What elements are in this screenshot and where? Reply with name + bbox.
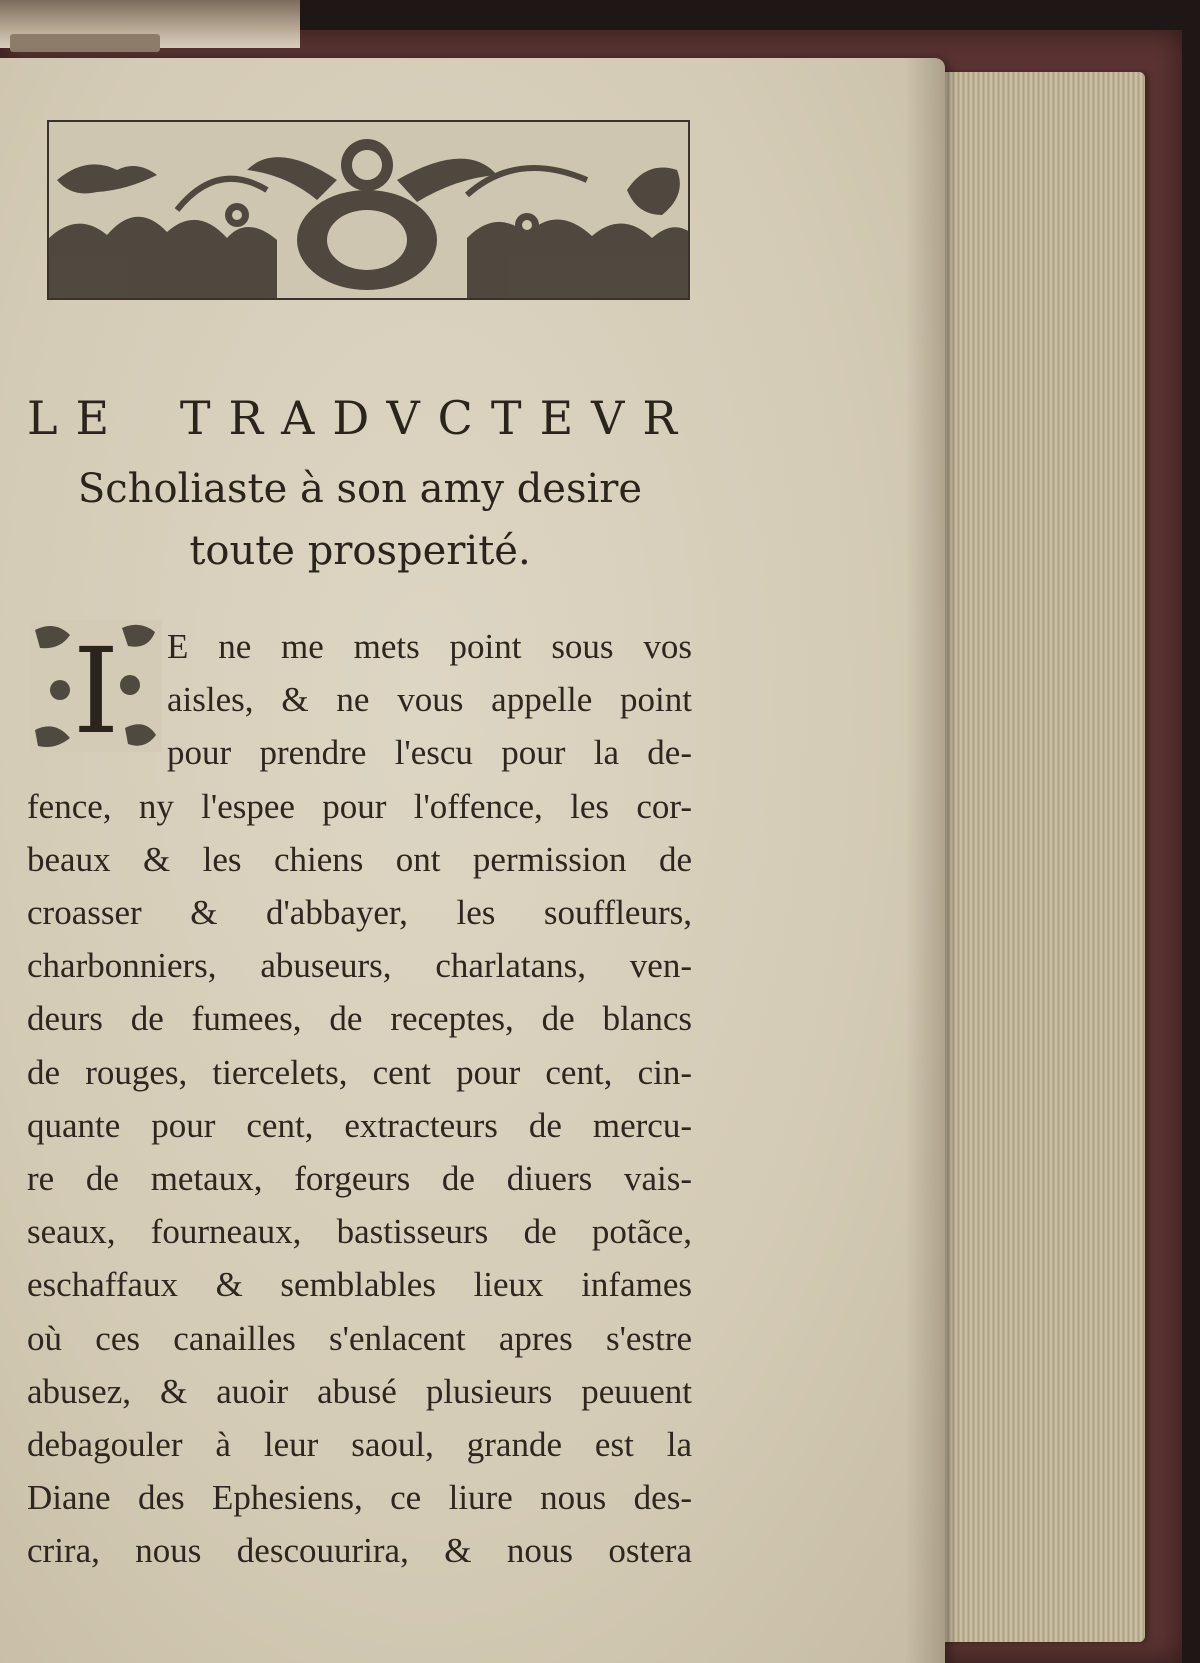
woodcut-headpiece-ornament: [47, 120, 690, 300]
page-title: LE TRADVCTEVR: [27, 391, 695, 445]
text-line: quante pour cent, extracteurs de mercu-: [27, 1105, 692, 1145]
text-line: aisles, & ne vous appelle point: [167, 680, 692, 720]
body-text: [27, 620, 692, 1578]
subtitle-line: toute prosperité.: [189, 528, 531, 574]
text-line: abusez, & auoir abusé plusieurs peuuent: [27, 1371, 692, 1411]
text-line: debagouler à leur saoul, grande est la: [27, 1425, 692, 1465]
page-shadow: [905, 58, 945, 1663]
text-line: seaux, fourneaux, bastisseurs de potãce,: [27, 1212, 692, 1252]
text-line: crira, nous descouurira, & nous ostera: [27, 1531, 692, 1571]
text-line: croasser & d'abbayer, les souffleurs,: [27, 893, 692, 933]
subtitle-line: Scholiaste à son amy desire: [77, 466, 643, 512]
text-line: de rouges, tiercelets, cent pour cent, cin-: [27, 1052, 692, 1092]
text-line: fence, ny l'espee pour l'offence, les cor-: [27, 786, 692, 826]
text-line: eschaffaux & semblables lieux infames: [27, 1265, 692, 1305]
text-line: beaux & les chiens ont permission de: [27, 839, 692, 879]
headband: [10, 34, 160, 52]
text-line: deurs de fumees, de receptes, de blancs: [27, 999, 692, 1039]
page-subtitle: [40, 458, 680, 582]
text-line: E ne me mets point sous vos: [167, 627, 692, 666]
text-line: Diane des Ephesiens, ce liure nous des-: [27, 1478, 692, 1518]
text-line: re de metaux, forgeurs de diuers vais-: [27, 1159, 692, 1199]
text-line: pour prendre l'escu pour la de-: [167, 733, 692, 773]
text-line: charbonniers, abuseurs, charlatans, ven-: [27, 946, 692, 986]
text-line: où ces canailles s'enlacent apres s'estre: [27, 1318, 692, 1358]
initial-letter: I: [72, 622, 120, 752]
